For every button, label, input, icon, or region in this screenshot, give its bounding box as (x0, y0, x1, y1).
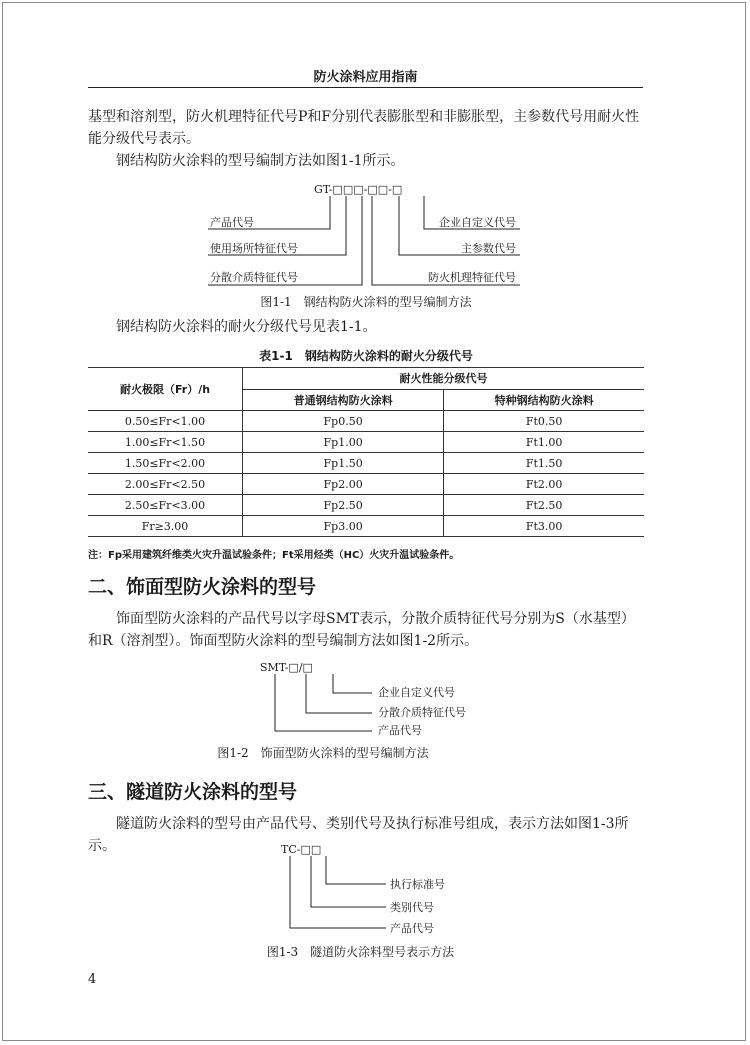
table-cell: Fp1.00 (243, 432, 444, 453)
page-number: 4 (88, 972, 97, 987)
table-cell: Ft1.00 (444, 432, 644, 453)
section-2-paragraph: 饰面型防火涂料的产品代号以字母SMT表示，分散介质特征代号分别为S（水基型）和R（溶剂型）。饰面型防火涂料的型号编制方法如图1-2所示。 (88, 611, 635, 649)
table-note: 注：Fp采用建筑纤维类火灾升温试验条件；Ft采用烃类（HC）火灾升温试验条件。 (88, 550, 460, 561)
section-2-heading: 二、饰面型防火涂料的型号 (88, 576, 317, 598)
fig1-label-right-1: 企业自定义代号 (439, 216, 516, 229)
figure-1-3-code: TC-□□ (281, 843, 322, 856)
figure-1-2-caption: 图1-2 饰面型防火涂料的型号编制方法 (217, 746, 429, 760)
table-cell: Fp3.00 (243, 516, 444, 537)
fig3-label-1: 执行标准号 (390, 878, 445, 891)
fig1-label-left-3: 分散介质特征代号 (210, 271, 298, 284)
figure-1-3-caption: 图1-3 隧道防火涂料型号表示方法 (266, 945, 455, 959)
fig1-label-left-2: 使用场所特征代号 (210, 242, 298, 255)
table-cell: 1.00≤Fr<1.50 (88, 432, 243, 453)
table-cell: Fp2.50 (243, 495, 444, 516)
figure-1-2-code: SMT-□/□ (260, 661, 313, 674)
fig2-label-3: 产品代号 (378, 724, 422, 737)
fig2-label-2: 分散介质特征代号 (378, 706, 466, 719)
table-cell: Fp2.00 (243, 474, 444, 495)
table-ref-paragraph: 钢结构防火涂料的耐火分级代号见表1-1。 (116, 319, 377, 335)
intro-paragraph-2: 钢结构防火涂料的型号编制方法如图1-1所示。 (116, 153, 405, 169)
col-header-ordinary: 普通钢结构防火涂料 (243, 389, 444, 411)
table-cell: Ft3.00 (444, 516, 644, 537)
col-header-group: 耐火性能分级代号 (243, 368, 645, 390)
fig1-label-left-1: 产品代号 (210, 216, 254, 229)
table-cell: Ft0.50 (444, 411, 644, 432)
table-cell: 1.50≤Fr<2.00 (88, 453, 243, 474)
table-cell: 2.00≤Fr<2.50 (88, 474, 243, 495)
table-1-1-caption: 表1-1 钢结构防火涂料的耐火分级代号 (259, 349, 473, 363)
col-header-fire-limit: 耐火极限（Fr）/h (88, 368, 243, 411)
section-3-paragraph: 隧道防火涂料的型号由产品代号、类别代号及执行标准号组成，表示方法如图1-3所示。 (88, 816, 629, 854)
section-3-heading: 三、隧道防火涂料的型号 (88, 781, 298, 803)
fig1-label-right-3: 防火机理特征代号 (428, 271, 516, 284)
table-cell: 2.50≤Fr<3.00 (88, 495, 243, 516)
table-cell: Ft2.50 (444, 495, 644, 516)
table-cell: Fp1.50 (243, 453, 444, 474)
table-cell: Ft2.00 (444, 474, 644, 495)
fig3-label-2: 类别代号 (390, 901, 434, 914)
running-header: 防火涂料应用指南 (313, 70, 418, 85)
table-cell: Fr≥3.00 (88, 516, 243, 537)
fig2-label-1: 企业自定义代号 (378, 686, 455, 699)
intro-paragraph-1: 基型和溶剂型，防火机理特征代号P和F分别代表膨胀型和非膨胀型，主参数代号用耐火性能分级代号表示。 (88, 109, 640, 147)
fig1-label-right-2: 主参数代号 (461, 242, 516, 255)
figure-1-1-caption: 图1-1 钢结构防火涂料的型号编制方法 (260, 295, 472, 309)
table-cell: Ft1.50 (444, 453, 644, 474)
figure-1-1-code: GT-□□□-□□-□ (314, 183, 403, 196)
fig3-label-3: 产品代号 (390, 922, 434, 935)
col-header-special: 特种钢结构防火涂料 (444, 389, 644, 411)
table-cell: 0.50≤Fr<1.00 (88, 411, 243, 432)
table-cell: Fp0.50 (243, 411, 444, 432)
